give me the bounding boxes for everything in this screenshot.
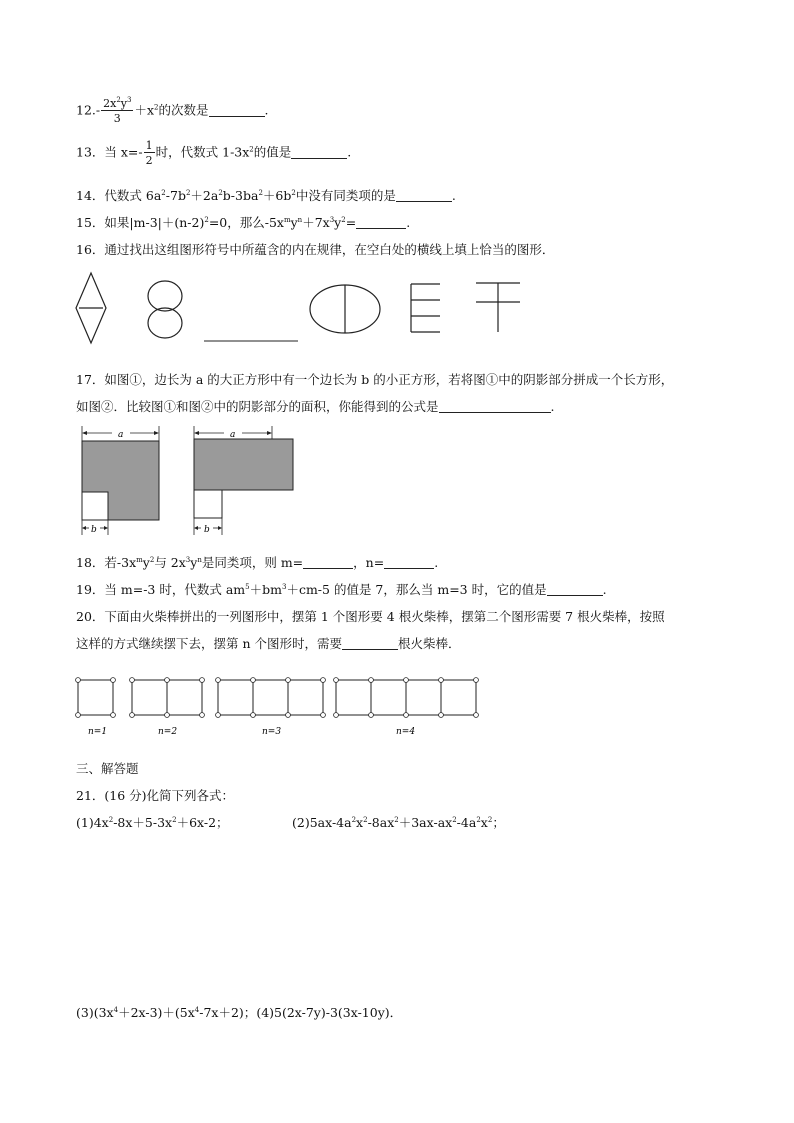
- question-17-line2: 如图②．比较图①和图②中的阴影部分的面积，你能得到的公式是 .: [76, 399, 555, 414]
- matchstick-joint: [439, 678, 444, 683]
- question-14: 14．代数式 $6a^2-7b^2+2a^2b-3ba^2+6b^2$中没有同类项的是 .: [76, 188, 456, 203]
- matchstick-joint: [321, 678, 326, 683]
- matchstick-figures: [0, 672, 794, 742]
- question-19: 19．当 m=-3 时，代数式 $am^5+bm^3+cm-5$ 的值是 7，那么当 m=3 时，它的值是 .: [76, 582, 607, 597]
- question-12: 12.- $\frac{2x^2y^3}{3}$ $+x^2$的次数是 .: [76, 96, 269, 125]
- matchstick-joint: [404, 713, 409, 718]
- matchstick-joint: [334, 713, 339, 718]
- question-21-part-1: $(1)4x^2-8x+5-3x^2+6x-2$；: [76, 815, 229, 830]
- label-b: b: [91, 525, 97, 535]
- fraction: $\frac{1}{2}$: [145, 139, 153, 167]
- matchstick-joint: [200, 713, 205, 718]
- question-15: 15．如果$|m-3|+(n-2)^2=0$，那么$-5x^my^n+7x^3y^2=$ .: [76, 215, 411, 230]
- matchstick-figure-3: [216, 678, 326, 718]
- matchstick-joint: [286, 678, 291, 683]
- figure-1: [82, 426, 159, 535]
- matchstick-joint: [474, 713, 479, 718]
- label-n3: n=3: [262, 727, 282, 737]
- matchstick-joint: [251, 713, 256, 718]
- answer-blank[interactable]: [356, 217, 406, 229]
- matchstick-joint: [334, 678, 339, 683]
- matchstick-joint: [130, 678, 135, 683]
- question-number: 21．: [76, 788, 105, 803]
- question-21-part-3-4: $(3)(3x^4+2x-3)+(5x^4-7x+2)$；(4)5(2x-7y)-3(3x-10y)．: [76, 1005, 403, 1020]
- question-13: 13．当 x=- $\frac{1}{2}$ 时，代数式 $1-3x^2$的值是 .: [76, 139, 352, 167]
- matchstick-joint: [165, 678, 170, 683]
- question-number: 15．: [76, 215, 105, 230]
- matchstick-joint: [286, 713, 291, 718]
- answer-blank-m[interactable]: [303, 557, 353, 569]
- question-number: 12.: [76, 102, 96, 118]
- matchstick-joint: [111, 713, 116, 718]
- question-number: 20．: [76, 609, 105, 624]
- matchstick-joint: [369, 678, 374, 683]
- answer-blank[interactable]: [342, 638, 398, 650]
- matchstick-figure-2: [130, 678, 205, 718]
- section-heading: 三、解答题: [76, 761, 139, 776]
- label-n1: n=1: [88, 727, 108, 737]
- matchstick-joint: [404, 678, 409, 683]
- question-20-line2: 这样的方式继续摆下去，摆第 n 个图形时，需要 根火柴棒．: [76, 636, 461, 651]
- answer-blank[interactable]: [291, 147, 347, 159]
- question-21-header: 21．(16 分)化简下列各式：: [76, 788, 235, 803]
- matchstick-joint: [251, 678, 256, 683]
- symbol-figure-eight: [148, 281, 182, 338]
- answer-blank[interactable]: [547, 584, 603, 596]
- symbol-gan-shape: [476, 283, 520, 332]
- figure-2: [194, 426, 293, 535]
- matchstick-joint: [321, 713, 326, 718]
- question-number: 17．: [76, 372, 105, 387]
- matchstick-joint: [439, 713, 444, 718]
- matchstick-figure-1: [76, 678, 116, 718]
- question-number: 14．: [76, 188, 105, 203]
- question-18: 18．若$-3x^my^2$与 $2x^3y^n$是同类项，则 m= ，n= .: [76, 555, 439, 570]
- label-n2: n=2: [158, 727, 178, 737]
- matchstick-joint: [165, 713, 170, 718]
- answer-blank[interactable]: [396, 190, 452, 202]
- matchstick-joint: [76, 678, 81, 683]
- question-number: 16．: [76, 242, 105, 257]
- question-17-line1: 17．如图①，边长为 a 的大正方形中有一个边长为 b 的小正方形，若将图①中的阴影部分拼成一个长方形，: [76, 372, 674, 387]
- square-figures: [0, 424, 794, 544]
- label-n4: n=4: [396, 727, 416, 737]
- symbol-circle-with-line: [310, 285, 380, 333]
- label-a: a: [118, 430, 124, 440]
- question-21-part-2: $(2)5ax-4a^2x^2-8ax^2+3ax-ax^2-4a^2x^2$；: [292, 815, 505, 830]
- question-number: 19．: [76, 582, 105, 597]
- question-20-line1: 20．下面由火柴棒拼出的一列图形中，摆第 1 个图形要 4 根火柴棒，摆第二个图形需要 7 根火柴棒，按照: [76, 609, 665, 624]
- symbol-e-shape: [411, 284, 440, 332]
- matchstick-squares: [76, 678, 479, 718]
- label-b: b: [204, 525, 210, 535]
- answer-blank[interactable]: [209, 105, 265, 117]
- fraction: $\frac{2x^2y^3}{3}$: [103, 96, 132, 125]
- label-a: a: [230, 430, 236, 440]
- question-number: 13．: [76, 144, 105, 160]
- matchstick-joint: [474, 678, 479, 683]
- symbol-diamond-with-line: [76, 273, 106, 343]
- matchstick-joint: [216, 713, 221, 718]
- question-16: 16．通过找出这组图形符号中所蕴含的内在规律，在空白处的横线上填上恰当的图形．: [76, 242, 555, 257]
- question-number: 18．: [76, 555, 105, 570]
- answer-blank[interactable]: [439, 401, 551, 413]
- answer-blank-n[interactable]: [384, 557, 434, 569]
- matchstick-joint: [216, 678, 221, 683]
- matchstick-joint: [111, 678, 116, 683]
- pattern-figures: [0, 270, 794, 350]
- matchstick-joint: [130, 713, 135, 718]
- matchstick-joint: [76, 713, 81, 718]
- matchstick-joint: [200, 678, 205, 683]
- matchstick-figure-4: [334, 678, 479, 718]
- matchstick-joint: [369, 713, 374, 718]
